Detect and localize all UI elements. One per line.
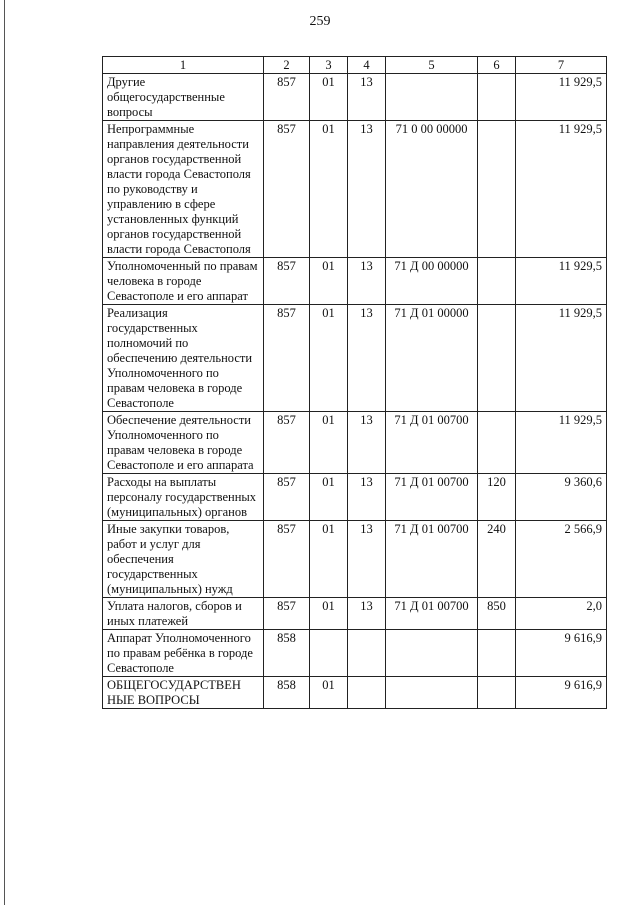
table-row: [103, 121, 607, 258]
row-target-article-cell: 71 Д 01 00700: [386, 521, 478, 598]
header-cell-5: 5: [386, 57, 478, 74]
row-amount-cell: 9 360,6: [516, 474, 607, 521]
row-expense-type-cell: [478, 630, 516, 677]
row-amount-cell: 11 929,5: [516, 305, 607, 412]
row-amount-cell: 11 929,5: [516, 258, 607, 305]
table-row: [103, 412, 607, 474]
header-cell-1: 1: [103, 57, 264, 74]
row-subdivision-cell: [348, 630, 386, 677]
row-subdivision-cell: 13: [348, 121, 386, 258]
row-subdivision-cell: 13: [348, 474, 386, 521]
row-subdivision-cell: 13: [348, 521, 386, 598]
table-row: [103, 74, 607, 121]
table-row: [103, 521, 607, 598]
row-name-cell: Другие общегосударственные вопросы: [103, 74, 264, 121]
row-division-cell: 01: [310, 474, 348, 521]
row-subdivision-cell: 13: [348, 258, 386, 305]
header-cell-6: 6: [478, 57, 516, 74]
row-section-code-cell: 857: [264, 598, 310, 630]
row-section-code-cell: 857: [264, 521, 310, 598]
table-row: [103, 630, 607, 677]
row-amount-cell: 11 929,5: [516, 74, 607, 121]
row-division-cell: 01: [310, 677, 348, 709]
row-division-cell: 01: [310, 412, 348, 474]
row-target-article-cell: 71 0 00 00000: [386, 121, 478, 258]
scan-edge-line: [4, 0, 5, 905]
table-row: [103, 474, 607, 521]
row-target-article-cell: [386, 74, 478, 121]
header-cell-2: 2: [264, 57, 310, 74]
row-expense-type-cell: 850: [478, 598, 516, 630]
row-amount-cell: 11 929,5: [516, 412, 607, 474]
row-division-cell: 01: [310, 305, 348, 412]
row-section-code-cell: 858: [264, 677, 310, 709]
row-target-article-cell: 71 Д 00 00000: [386, 258, 478, 305]
row-expense-type-cell: [478, 305, 516, 412]
row-target-article-cell: 71 Д 01 00700: [386, 412, 478, 474]
table-row: [103, 598, 607, 630]
row-amount-cell: 9 616,9: [516, 677, 607, 709]
row-subdivision-cell: 13: [348, 598, 386, 630]
row-name-cell: Расходы на выплаты персоналу государственных (муниципальных) органов: [103, 474, 264, 521]
row-name-cell: Реализация государственных полномочий по обеспечению деятельности Уполномоченного по правам человека в городе Севастополе: [103, 305, 264, 412]
row-name-cell: Иные закупки товаров, работ и услуг для обеспечения государственных (муниципальных) нужд: [103, 521, 264, 598]
row-name-cell: Аппарат Уполномоченного по правам ребёнка в городе Севастополе: [103, 630, 264, 677]
row-subdivision-cell: [348, 677, 386, 709]
row-target-article-cell: 71 Д 01 00700: [386, 474, 478, 521]
row-division-cell: 01: [310, 598, 348, 630]
row-division-cell: 01: [310, 258, 348, 305]
row-name-cell: Обеспечение деятельности Уполномоченного по правам человека в городе Севастополе и его аппарата: [103, 412, 264, 474]
header-cell-7: 7: [516, 57, 607, 74]
row-section-code-cell: 858: [264, 630, 310, 677]
table-header-row: [103, 57, 607, 74]
row-section-code-cell: 857: [264, 474, 310, 521]
row-section-code-cell: 857: [264, 305, 310, 412]
row-name-cell: ОБЩЕГОСУДАРСТВЕН НЫЕ ВОПРОСЫ: [103, 677, 264, 709]
row-target-article-cell: 71 Д 01 00700: [386, 598, 478, 630]
row-expense-type-cell: 240: [478, 521, 516, 598]
row-target-article-cell: 71 Д 01 00000: [386, 305, 478, 412]
row-subdivision-cell: 13: [348, 305, 386, 412]
table-row: [103, 258, 607, 305]
row-expense-type-cell: [478, 412, 516, 474]
table-row: [103, 677, 607, 709]
row-division-cell: 01: [310, 74, 348, 121]
row-subdivision-cell: 13: [348, 412, 386, 474]
row-amount-cell: 9 616,9: [516, 630, 607, 677]
row-division-cell: [310, 630, 348, 677]
row-target-article-cell: [386, 630, 478, 677]
table-row: [103, 305, 607, 412]
row-division-cell: 01: [310, 521, 348, 598]
row-section-code-cell: 857: [264, 258, 310, 305]
page-number: 259: [309, 14, 331, 29]
row-expense-type-cell: [478, 121, 516, 258]
row-amount-cell: 2 566,9: [516, 521, 607, 598]
row-amount-cell: 2,0: [516, 598, 607, 630]
row-name-cell: Непрограммные направления деятельности органов государственной власти города Севастополя по руководству и управлению в сфере установленных функций органов государственной власти города Севастополя: [103, 121, 264, 258]
row-division-cell: 01: [310, 121, 348, 258]
header-cell-3: 3: [310, 57, 348, 74]
row-section-code-cell: 857: [264, 121, 310, 258]
row-subdivision-cell: 13: [348, 74, 386, 121]
row-expense-type-cell: 120: [478, 474, 516, 521]
row-expense-type-cell: [478, 258, 516, 305]
row-section-code-cell: 857: [264, 74, 310, 121]
header-cell-4: 4: [348, 57, 386, 74]
row-target-article-cell: [386, 677, 478, 709]
row-section-code-cell: 857: [264, 412, 310, 474]
row-name-cell: Уплата налогов, сборов и иных платежей: [103, 598, 264, 630]
row-expense-type-cell: [478, 74, 516, 121]
row-amount-cell: 11 929,5: [516, 121, 607, 258]
row-name-cell: Уполномоченный по правам человека в городе Севастополе и его аппарат: [103, 258, 264, 305]
budget-table: [102, 56, 607, 709]
row-expense-type-cell: [478, 677, 516, 709]
